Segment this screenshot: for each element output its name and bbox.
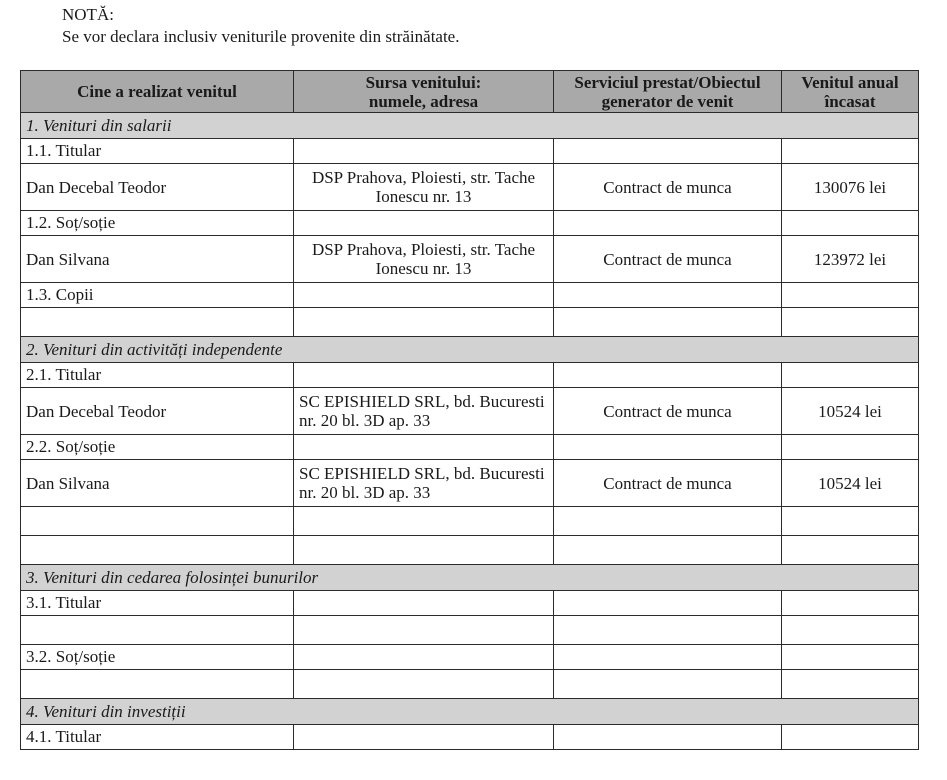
cell-who: Dan Decebal Teodor: [21, 388, 294, 435]
empty-cell: [782, 591, 919, 616]
section-title: 1. Venituri din salarii: [21, 113, 919, 139]
empty-cell: [554, 211, 782, 236]
section-row: [21, 113, 919, 139]
cell-who: Dan Decebal Teodor: [21, 164, 294, 211]
empty-cell: [294, 645, 554, 670]
subsection-label: 1.3. Copii: [21, 283, 294, 308]
table-header-row: [21, 71, 919, 113]
subsection-label: 1.2. Soț/soție: [21, 211, 294, 236]
cell-amount: 10524 lei: [782, 460, 919, 507]
empty-cell: [782, 308, 919, 337]
empty-cell: [294, 616, 554, 645]
header-amount: Venitul anual încasat: [782, 71, 919, 113]
empty-cell: [554, 308, 782, 337]
empty-cell: [21, 308, 294, 337]
subsection-label: 2.2. Soț/soție: [21, 435, 294, 460]
empty-cell: [554, 536, 782, 565]
empty-cell: [294, 139, 554, 164]
subsection-row: [21, 591, 919, 616]
subsection-label: 2.1. Titular: [21, 363, 294, 388]
cell-source: DSP Prahova, Ploiesti, str. Tache Ionescu nr. 13: [294, 164, 554, 211]
cell-who: Dan Silvana: [21, 236, 294, 283]
blank-row: [21, 670, 919, 699]
empty-cell: [782, 211, 919, 236]
income-table: [20, 70, 919, 750]
subsection-row: [21, 211, 919, 236]
empty-cell: [21, 536, 294, 565]
empty-cell: [782, 536, 919, 565]
empty-cell: [554, 283, 782, 308]
subsection-row: [21, 139, 919, 164]
table-row: [21, 460, 919, 507]
empty-cell: [294, 435, 554, 460]
cell-who: Dan Silvana: [21, 460, 294, 507]
empty-cell: [294, 507, 554, 536]
section-row: [21, 565, 919, 591]
empty-cell: [554, 139, 782, 164]
note-block: [62, 4, 459, 48]
empty-cell: [554, 435, 782, 460]
empty-cell: [782, 435, 919, 460]
empty-cell: [554, 507, 782, 536]
empty-cell: [782, 139, 919, 164]
empty-cell: [554, 363, 782, 388]
header-who: Cine a realizat venitul: [21, 71, 294, 113]
empty-cell: [782, 507, 919, 536]
empty-cell: [294, 363, 554, 388]
table-row: [21, 164, 919, 211]
blank-row: [21, 507, 919, 536]
empty-cell: [554, 645, 782, 670]
cell-service: Contract de munca: [554, 460, 782, 507]
blank-row: [21, 308, 919, 337]
table-row: [21, 236, 919, 283]
empty-cell: [294, 211, 554, 236]
subsection-label: 4.1. Titular: [21, 725, 294, 750]
empty-cell: [782, 725, 919, 750]
header-service: Serviciul prestat/Obiectul generator de venit: [554, 71, 782, 113]
subsection-label: 3.2. Soț/soție: [21, 645, 294, 670]
section-row: [21, 337, 919, 363]
empty-cell: [294, 670, 554, 699]
section-title: 3. Venituri din cedarea folosinței bunurilor: [21, 565, 919, 591]
subsection-row: [21, 363, 919, 388]
subsection-label: 3.1. Titular: [21, 591, 294, 616]
empty-cell: [294, 536, 554, 565]
empty-cell: [554, 725, 782, 750]
subsection-row: [21, 645, 919, 670]
header-source: Sursa venitului: numele, adresa: [294, 71, 554, 113]
cell-source: SC EPISHIELD SRL, bd. Bucuresti nr. 20 bl. 3D ap. 33: [294, 388, 554, 435]
empty-cell: [782, 670, 919, 699]
empty-cell: [782, 363, 919, 388]
empty-cell: [21, 616, 294, 645]
cell-service: Contract de munca: [554, 388, 782, 435]
blank-row: [21, 536, 919, 565]
empty-cell: [782, 283, 919, 308]
subsection-row: [21, 435, 919, 460]
empty-cell: [21, 670, 294, 699]
section-row: [21, 699, 919, 725]
empty-cell: [294, 591, 554, 616]
note-title: NOTĂ:: [62, 5, 114, 24]
section-title: 4. Venituri din investiții: [21, 699, 919, 725]
empty-cell: [554, 670, 782, 699]
note-text: Se vor declara inclusiv veniturile provenite din străinătate.: [62, 27, 460, 46]
cell-amount: 130076 lei: [782, 164, 919, 211]
cell-amount: 10524 lei: [782, 388, 919, 435]
cell-service: Contract de munca: [554, 236, 782, 283]
empty-cell: [21, 507, 294, 536]
empty-cell: [294, 308, 554, 337]
subsection-row: [21, 725, 919, 750]
cell-source: DSP Prahova, Ploiesti, str. Tache Ionescu nr. 13: [294, 236, 554, 283]
blank-row: [21, 616, 919, 645]
subsection-row: [21, 283, 919, 308]
empty-cell: [554, 591, 782, 616]
empty-cell: [554, 616, 782, 645]
empty-cell: [294, 283, 554, 308]
empty-cell: [294, 725, 554, 750]
empty-cell: [782, 645, 919, 670]
cell-amount: 123972 lei: [782, 236, 919, 283]
empty-cell: [782, 616, 919, 645]
section-title: 2. Venituri din activități independente: [21, 337, 919, 363]
subsection-label: 1.1. Titular: [21, 139, 294, 164]
cell-source: SC EPISHIELD SRL, bd. Bucuresti nr. 20 bl. 3D ap. 33: [294, 460, 554, 507]
cell-service: Contract de munca: [554, 164, 782, 211]
table-row: [21, 388, 919, 435]
